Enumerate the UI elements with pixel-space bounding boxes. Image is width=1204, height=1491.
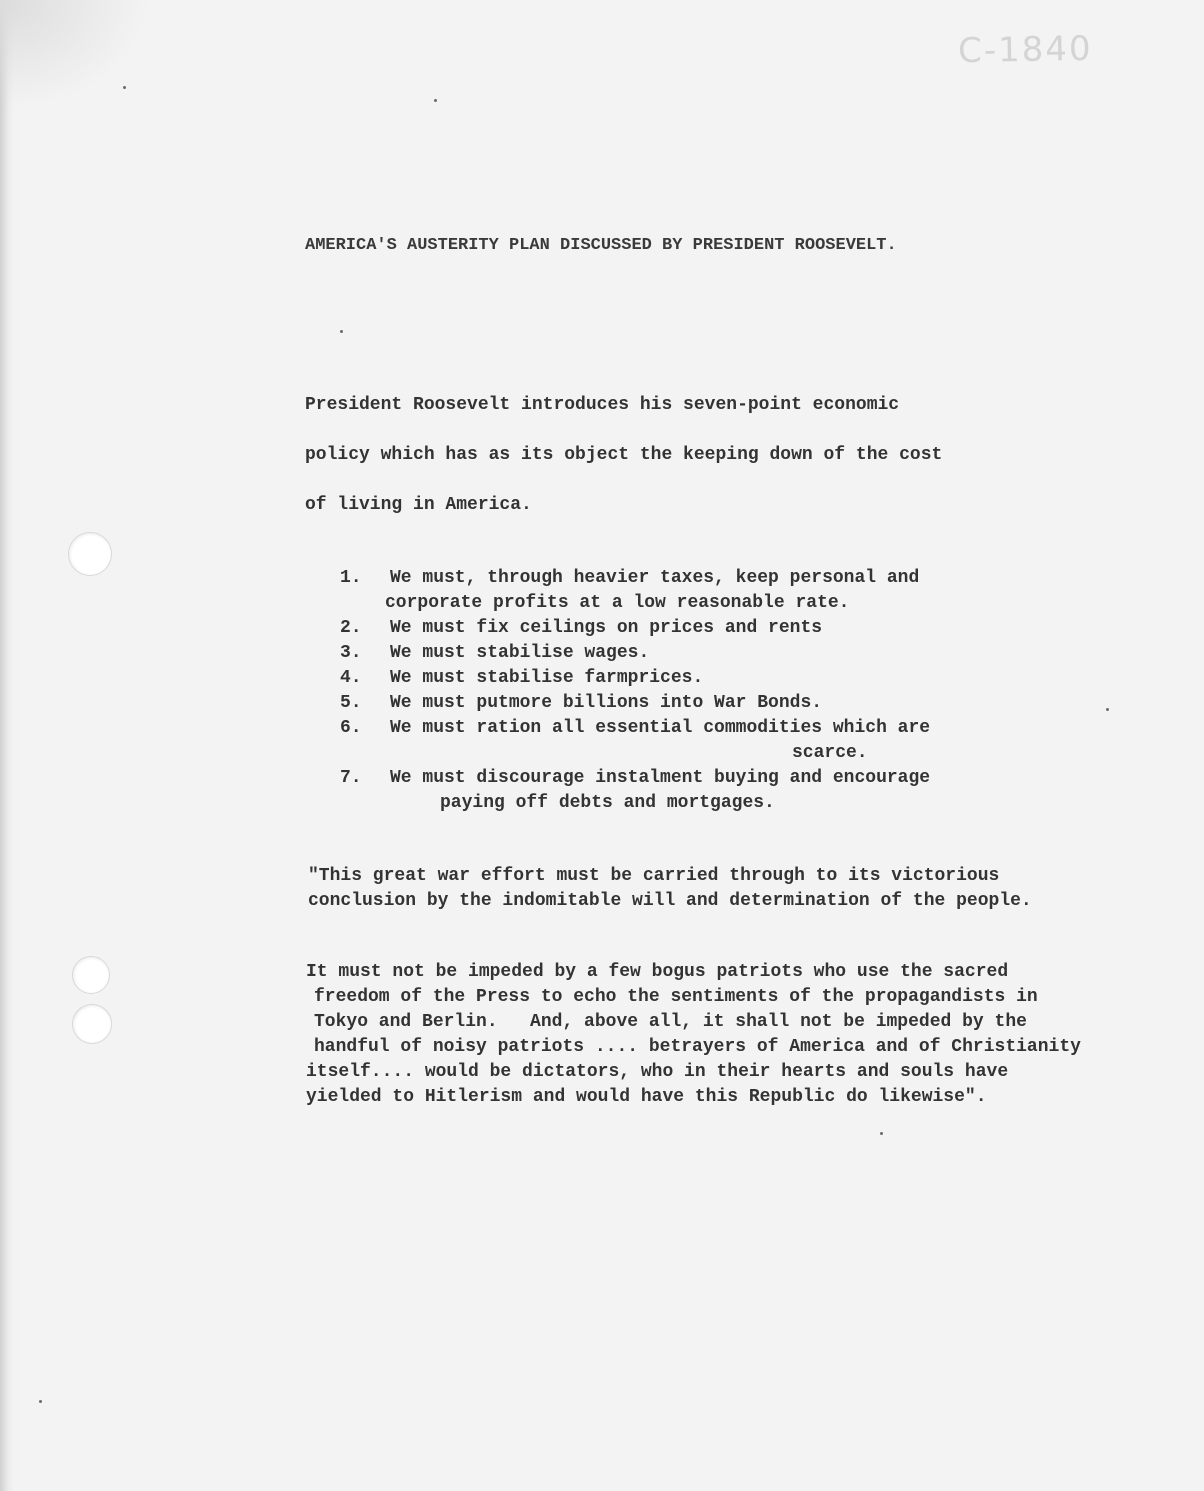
punch-hole-bottom — [72, 1004, 112, 1044]
intro-line: of living in America. — [305, 495, 532, 515]
policy-points-list — [340, 566, 1060, 816]
quote-paragraph — [308, 864, 1188, 914]
intro-paragraph — [305, 380, 1065, 530]
ink-speck — [39, 1400, 42, 1403]
point-number: 2. — [340, 618, 362, 638]
document-title: AMERICA'S AUSTERITY PLAN DISCUSSED BY PRESIDENT ROOSEVELT. — [305, 236, 897, 255]
ink-speck — [1106, 708, 1109, 711]
point-text: We must stabilise wages. — [390, 643, 650, 663]
point-text: We must discourage instalment buying and encourage — [390, 768, 931, 788]
point-text-continued: paying off debts and mortgages. — [440, 793, 775, 813]
point-number: 7. — [340, 768, 362, 788]
point-text: We must, through heavier taxes, keep personal and — [390, 568, 920, 588]
policy-point-1 — [340, 566, 1060, 616]
point-number: 1. — [340, 568, 362, 588]
point-text: We must putmore billions into War Bonds. — [390, 693, 823, 713]
policy-point-5 — [340, 691, 1060, 716]
ink-speck — [123, 86, 126, 89]
paper-edge-shadow — [0, 0, 14, 1491]
point-text: We must fix ceilings on prices and rents — [390, 618, 823, 638]
point-number: 3. — [340, 643, 362, 663]
point-text-continued: corporate profits at a low reasonable rate. — [385, 593, 850, 613]
point-text: We must stabilise farmprices. — [390, 668, 704, 688]
quote-line: "This great war effort must be carried through to its victorious — [308, 866, 1000, 886]
policy-point-6 — [340, 716, 1060, 766]
point-number: 4. — [340, 668, 362, 688]
closing-line: Tokyo and Berlin. And, above all, it shall not be impeded by the — [314, 1012, 1027, 1032]
closing-line: freedom of the Press to echo the sentiments of the propagandists in — [314, 987, 1038, 1007]
closing-line: handful of noisy patriots .... betrayers of America and of Christianity — [314, 1037, 1081, 1057]
policy-point-4 — [340, 666, 1060, 691]
closing-line: itself.... would be dictators, who in their hearts and souls have — [306, 1062, 1009, 1082]
punch-hole-middle — [72, 956, 110, 994]
point-number: 5. — [340, 693, 362, 713]
ink-speck — [340, 330, 343, 333]
intro-line: policy which has as its object the keeping down of the cost — [305, 445, 943, 465]
paper-corner-shading — [0, 0, 150, 110]
policy-point-2 — [340, 616, 1060, 641]
point-text: We must ration all essential commodities which are — [390, 718, 931, 738]
policy-point-7 — [340, 766, 1060, 816]
point-text-continued: scarce. — [792, 743, 868, 763]
closing-line: yielded to Hitlerism and would have this Republic do likewise". — [306, 1087, 987, 1107]
ink-speck — [880, 1132, 883, 1135]
faded-stamp: C-1840 — [957, 28, 1093, 72]
policy-point-3 — [340, 641, 1060, 666]
closing-line: It must not be impeded by a few bogus patriots who use the sacred — [306, 962, 1009, 982]
intro-line: President Roosevelt introduces his seven-point economic — [305, 395, 900, 415]
punch-hole-top — [68, 532, 112, 576]
closing-paragraph — [306, 960, 1204, 1110]
ink-speck — [434, 99, 437, 102]
quote-line: conclusion by the indomitable will and determination of the people. — [308, 891, 1032, 911]
point-number: 6. — [340, 718, 362, 738]
